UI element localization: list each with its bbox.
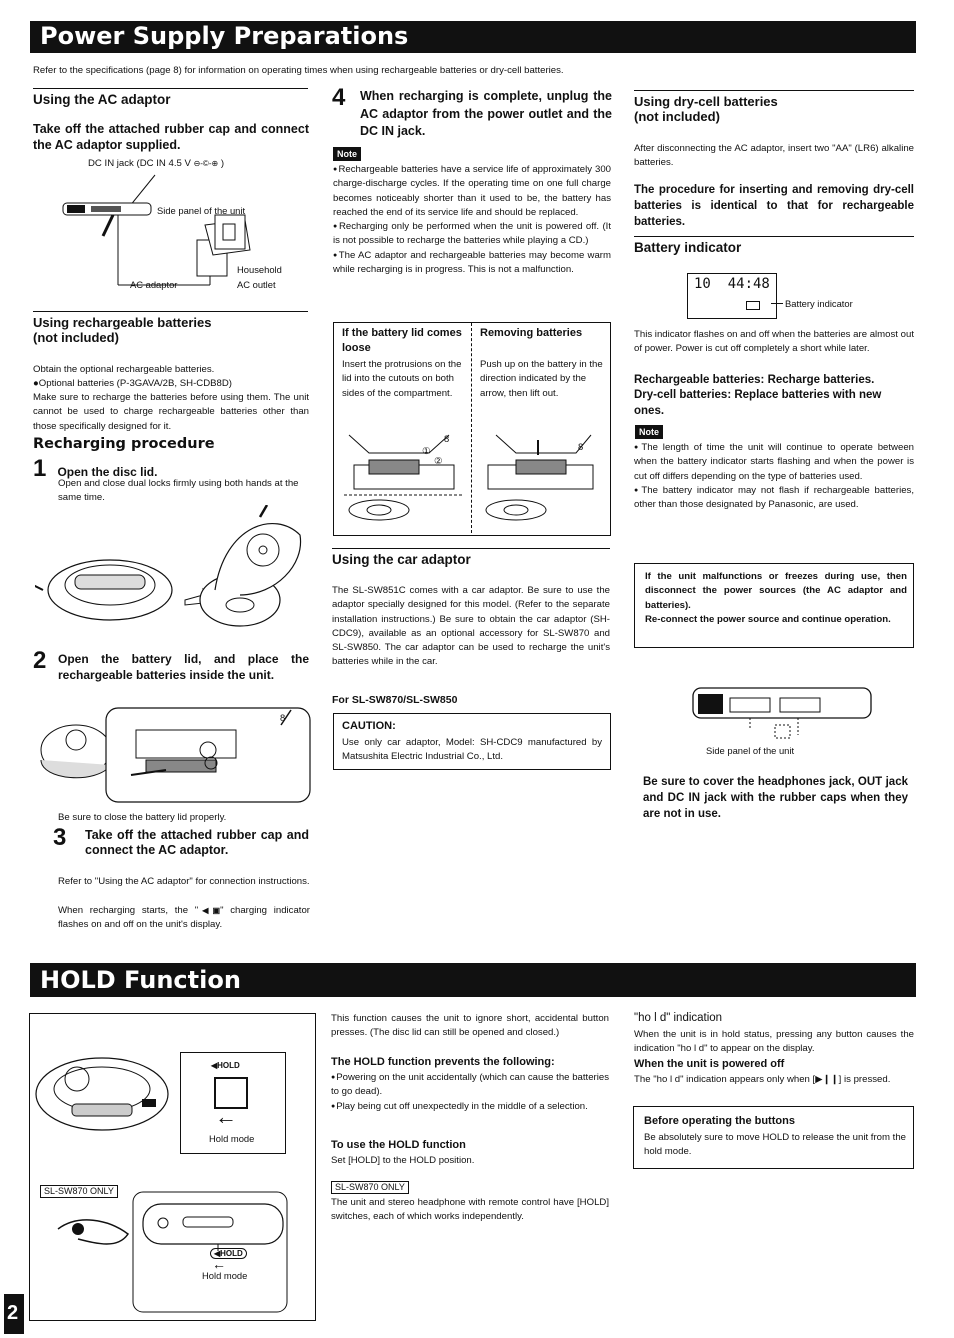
hold-powered-text: The "ho l d" indication appears only when [▶❙❙] is pressed. [634, 1074, 891, 1085]
step-3-title: Take off the attached rubber cap and connect the AC adaptor. [85, 828, 309, 857]
indicator-bold-1: Rechargeable batteries: Recharge batteries. [634, 374, 875, 386]
step-1-title: Open the disc lid. [57, 465, 158, 479]
side-panel-label: Side panel of the unit [157, 205, 246, 216]
before-operating-box [633, 1106, 914, 1169]
step-3-number: 3 [53, 824, 67, 851]
indicator-leader [771, 303, 783, 304]
charging-indicator-icon: ◀▣ [198, 906, 221, 915]
rechargeable-heading-1: Using rechargeable batteries [33, 315, 212, 330]
dry-cell-heading-2: (not included) [634, 109, 720, 124]
rechargeable-heading-2: (not included) [33, 330, 119, 345]
battery-placement-figure [36, 705, 314, 810]
power-intro: Refer to the specifications (page 8) for information on operating times when using rechargeable batteries or dry-cell batteries. [33, 65, 564, 76]
step-3-text-1: Refer to "Using the AC adaptor" for connection instructions. [58, 876, 310, 887]
hold-unit-figure [32, 1044, 177, 1144]
recharging-procedure-heading: Recharging procedure [33, 436, 215, 452]
step-4-text: When recharging is complete, unplug the AC adaptor from the power outlet and the DC IN jack. [360, 89, 612, 138]
step-1-number: 1 [33, 455, 47, 482]
callout-1: ① [422, 445, 431, 456]
indicator-text: This indicator flashes on and off when the batteries are almost out of power. Power is cut off completely a short while later. [634, 329, 914, 355]
step-2-title: Open the battery lid, and place the rechargeable batteries inside the unit. [58, 652, 309, 682]
before-operating-text: Be absolutely sure to move HOLD to release the unit from the hold mode. [644, 1132, 906, 1158]
side-panel-bold: Be sure to cover the headphones jack, OUT jack and DC IN jack with the rubber caps when they are not in use. [643, 776, 908, 820]
hold-banner [30, 963, 916, 997]
battery-indicator-icon [746, 301, 760, 310]
hold-prevents-list [331, 1071, 609, 1114]
ac-adaptor-heading: Using the AC adaptor [33, 88, 308, 107]
malfunction-text-2: Re-connect the power source and continue operation. [645, 614, 891, 625]
page-number-tab [4, 1294, 24, 1334]
remote-figure [38, 1189, 308, 1317]
hold-intro: This function causes the unit to ignore short, accidental button presses. (The disc lid can still be opened and closed.) [331, 1013, 609, 1039]
rechargeable-text-1: Obtain the optional rechargeable batteries. [33, 364, 215, 375]
page-number: 2 [7, 1302, 19, 1324]
hold-mode-label: Hold mode [209, 1133, 255, 1144]
hold-prevent-2: ● Play being cut off unexpectedly in the middle of a selection. [331, 1100, 609, 1114]
dry-cell-heading [634, 90, 914, 124]
battery-lid-table [333, 322, 611, 536]
car-adaptor-heading: Using the car adaptor [332, 548, 610, 567]
ac-outlet-label: AC outlet [237, 279, 276, 290]
remote-hold-switch: ◀HOLD [210, 1248, 247, 1259]
display-figure [687, 273, 777, 319]
step-4-note-2: ● Recharging only be performed when the unit is powered off. (It is not possible to recharge the batteries while playing a CD.) [333, 220, 611, 249]
step-1-text: Open and close dual locks firmly using both hands at the same time. [58, 478, 299, 504]
indicator-note-badge: Note [635, 425, 663, 439]
callout-2: ② [434, 455, 443, 466]
household-label: Household [237, 264, 282, 275]
rechargeable-text-3: Make sure to recharge the batteries before using them. The unit cannot be used to charge rechargeable batteries other than those specifically designed for it. [33, 392, 309, 432]
sw870-only-tag: SL-SW870 ONLY [40, 1185, 118, 1198]
removing-figure [476, 425, 606, 530]
hold-title: HOLD Function [40, 966, 241, 994]
ac-adaptor-instruction: Take off the attached rubber cap and connect the AC adaptor supplied. [33, 122, 309, 152]
caution-box [333, 713, 611, 770]
step-3 [33, 824, 309, 858]
hold-figure-box [29, 1013, 316, 1321]
step-2 [33, 647, 309, 683]
lid-fig-number: 8 [444, 433, 450, 444]
lid-loose-heading: If the battery lid comes loose [342, 327, 462, 354]
step-3-text-2b: " charging indicator flashes on and off on the unit's display. [58, 905, 310, 931]
indicator-note-2: ● The battery indicator may not flash if rechargeable batteries, other than those designated by Panasonic, are used. [634, 484, 914, 513]
step-4-note-3: ● The AC adaptor and rechargeable batteries may become warm while recharging is in progress. This is not a malfunction. [333, 249, 611, 278]
side-panel-caption: Side panel of the unit [706, 745, 795, 756]
step-4-note-badge: Note [333, 147, 361, 161]
indicator-bold-2: Dry-cell batteries: Replace batteries with new ones. [634, 389, 882, 417]
hold-use-heading: To use the HOLD function [331, 1139, 466, 1151]
hold-arrow-icon: ← [215, 1104, 237, 1129]
step-2-caption: Be sure to close the battery lid properly. [58, 812, 227, 823]
open-disc-lid-figure [35, 505, 310, 640]
step-4-number: 4 [332, 84, 346, 111]
dry-cell-bold: The procedure for inserting and removing dry-cell batteries is identical to that for rechargeable batteries. [634, 184, 914, 228]
step-4-note-1: ● Rechargeable batteries have a service life of approximately 300 charge-discharge cycles. If the operating time on one full charge becomes noticeably shorter than it used to be, the battery has reached the end of its service life and should be replaced. [333, 163, 611, 220]
hold-powered-heading: When the unit is powered off [634, 1058, 785, 1070]
remote-hold-arrow: ← [212, 1256, 226, 1272]
car-for-models: For SL-SW870/SL-SW850 [332, 694, 458, 706]
removing-heading: Removing batteries [480, 327, 583, 339]
lid-loose-text: Insert the protrusions on the lid into the cutouts on both sides of the compartment. [342, 359, 462, 399]
rechargeable-text-2: ●Optional batteries (P-3GAVA/2B, SH-CDB8D) [33, 378, 232, 389]
battery-fig-number: 8 [280, 712, 286, 723]
battery-indicator-heading: Battery indicator [634, 236, 914, 255]
power-supply-banner [30, 21, 916, 53]
sw870-only-text: The unit and stereo headphone with remote control have [HOLD] switches, each of which works independently. [331, 1197, 609, 1223]
hold-indication-heading: "ho l d" indication [634, 1012, 723, 1024]
before-operating-heading: Before operating the buttons [644, 1115, 795, 1127]
caution-title: CAUTION: [342, 720, 396, 732]
indicator-note-1: ● The length of time the unit will continue to operate between when the battery indicator starts flashing and when the power is cut off differs depending on the type of batteries used. [634, 441, 914, 484]
step-2-number: 2 [33, 647, 47, 674]
hold-switch-box [180, 1052, 286, 1154]
caution-text: Use only car adaptor, Model: SH-CDC9 manufactured by Matsushita Electric Industrial Co., Ltd. [342, 737, 602, 763]
malfunction-box [634, 563, 914, 648]
hold-use-text: Set [HOLD] to the HOLD position. [331, 1155, 475, 1166]
hold-indication-text: When the unit is in hold status, pressing any button causes the indication "ho l d" to appear on the display. [634, 1029, 914, 1055]
dc-close: ) [220, 158, 225, 169]
dc-polarity-icon: ⊖-©-⊕ [193, 159, 219, 168]
malfunction-text-1: If the unit malfunctions or freezes during use, then disconnect the power sources (the AC adaptor and batteries). [645, 571, 907, 611]
display-readout: 10 44:48 [694, 276, 770, 292]
side-panel-figure [690, 680, 875, 740]
remote-hold-mode: Hold mode [202, 1270, 248, 1281]
hold-switch-label: ◀HOLD [211, 1061, 240, 1070]
step-4 [332, 84, 612, 141]
sw870-only-tag-2: SL-SW870 ONLY [331, 1181, 409, 1194]
battery-indicator-label: Battery indicator [785, 298, 853, 309]
removing-fig-number: 8 [578, 441, 584, 452]
step-3-text-2 [58, 904, 310, 933]
power-supply-title: Power Supply Preparations [40, 22, 409, 50]
indicator-notes [634, 441, 914, 512]
dry-cell-heading-1: Using dry-cell batteries [634, 94, 778, 109]
dc-in-text: DC IN jack (DC IN 4.5 V [88, 158, 191, 169]
removing-text: Push up on the battery in the direction indicated by the arrow, then lift out. [480, 359, 603, 399]
ac-adaptor-label: AC adaptor [130, 279, 178, 290]
step-3-text-2a: When recharging starts, the " [58, 905, 199, 916]
dry-cell-text: After disconnecting the AC adaptor, insert two "AA" (LR6) alkaline batteries. [634, 143, 914, 169]
car-adaptor-text: The SL-SW851C comes with a car adaptor. Be sure to use the adaptor specially designed for this model. (Refer to the separate installation instructions.) Be sure to obtain the car adaptor (SH-CDC9), available as an optional accessory for SL-SW870 and SL-SW850. The car adaptor can be used to recharge the unit's batteries while in the car. [332, 585, 610, 668]
rechargeable-heading [33, 311, 308, 345]
step-4-notes [333, 163, 611, 277]
hold-prevents-heading: The HOLD function prevents the following: [331, 1056, 555, 1068]
hold-prevent-1: ● Powering on the unit accidentally (which can cause the batteries to go dead). [331, 1071, 609, 1100]
